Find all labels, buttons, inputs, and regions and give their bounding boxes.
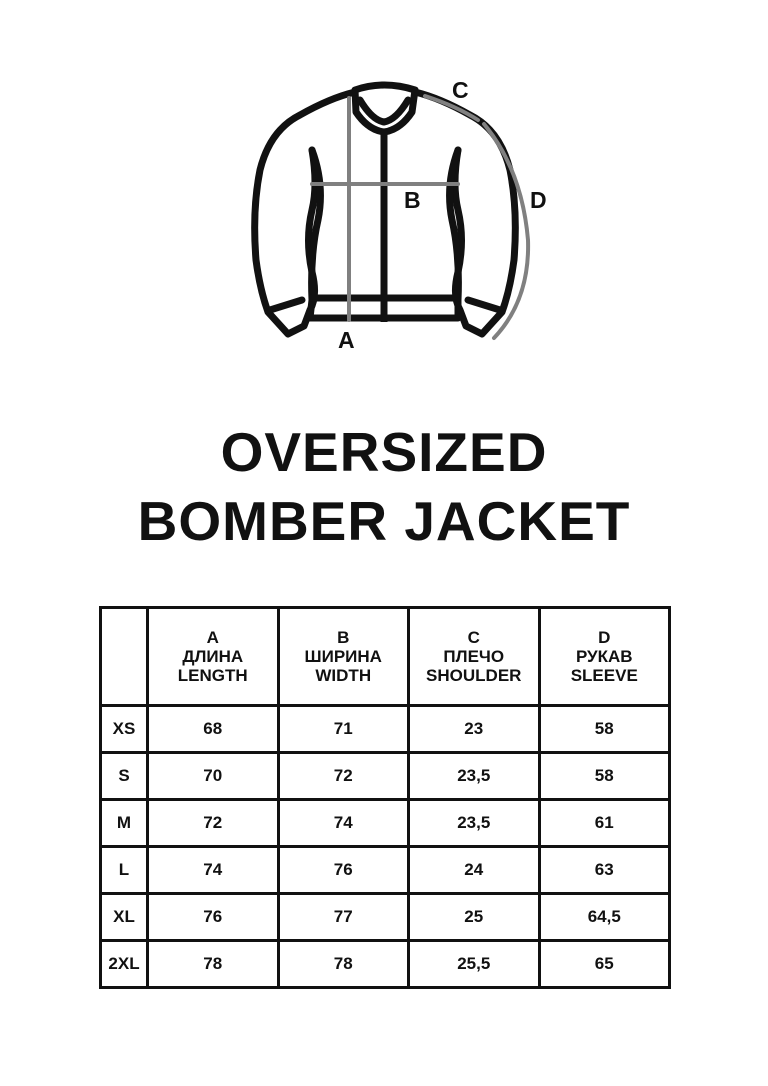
value-cell: 76 (148, 894, 279, 941)
title-line-2: BOMBER JACKET (137, 490, 631, 552)
label-d: D (530, 187, 547, 213)
header-cell-b (278, 608, 409, 706)
label-a: A (338, 327, 355, 353)
collar-inner (360, 100, 408, 122)
value-cell: 64,5 (539, 894, 670, 941)
value-cell: 78 (278, 941, 409, 988)
size-cell: XS (101, 706, 148, 753)
value-cell: 77 (278, 894, 409, 941)
table-row (101, 706, 670, 753)
right-cuff (468, 300, 500, 310)
value-cell: 61 (539, 800, 670, 847)
value-cell: 74 (278, 800, 409, 847)
label-b: B (404, 187, 421, 213)
left-cuff (270, 300, 302, 310)
table-header-row (101, 608, 670, 706)
header-en: LENGTH (177, 666, 248, 685)
label-c: C (452, 77, 469, 103)
header-ru: ДЛИНА (182, 647, 244, 666)
header-code: C (467, 628, 480, 647)
value-cell: 24 (409, 847, 540, 894)
value-cell: 70 (148, 753, 279, 800)
header-en: SLEEVE (570, 666, 638, 685)
table-row (101, 941, 670, 988)
value-cell: 25 (409, 894, 540, 941)
header-en: WIDTH (315, 666, 372, 685)
header-corner-cell (101, 608, 148, 706)
value-cell: 76 (278, 847, 409, 894)
value-cell: 23 (409, 706, 540, 753)
value-cell: 25,5 (409, 941, 540, 988)
value-cell: 74 (148, 847, 279, 894)
header-en: SHOULDER (426, 666, 522, 685)
header-cell-c (409, 608, 540, 706)
value-cell: 65 (539, 941, 670, 988)
value-cell: 78 (148, 941, 279, 988)
size-cell: S (101, 753, 148, 800)
value-cell: 68 (148, 706, 279, 753)
value-cell: 58 (539, 706, 670, 753)
size-chart-table (99, 606, 671, 989)
jacket-outline-illustration (0, 0, 768, 380)
table-row (101, 894, 670, 941)
size-cell: XL (101, 894, 148, 941)
header-ru: РУКАВ (575, 647, 633, 666)
header-code: D (598, 628, 611, 647)
value-cell: 72 (278, 753, 409, 800)
header-code: A (206, 628, 219, 647)
size-cell: 2XL (101, 941, 148, 988)
value-cell: 63 (539, 847, 670, 894)
size-cell: L (101, 847, 148, 894)
header-cell-a (148, 608, 279, 706)
size-cell: M (101, 800, 148, 847)
table-row (101, 753, 670, 800)
table-row (101, 847, 670, 894)
value-cell: 23,5 (409, 753, 540, 800)
value-cell: 23,5 (409, 800, 540, 847)
value-cell: 72 (148, 800, 279, 847)
header-cell-d (539, 608, 670, 706)
page-title (0, 418, 768, 556)
value-cell: 71 (278, 706, 409, 753)
header-code: B (337, 628, 350, 647)
title-line-1: OVERSIZED (220, 421, 548, 483)
jacket-diagram (0, 0, 768, 380)
header-ru: ПЛЕЧО (443, 647, 505, 666)
value-cell: 58 (539, 753, 670, 800)
table-row (101, 800, 670, 847)
header-ru: ШИРИНА (304, 647, 382, 666)
